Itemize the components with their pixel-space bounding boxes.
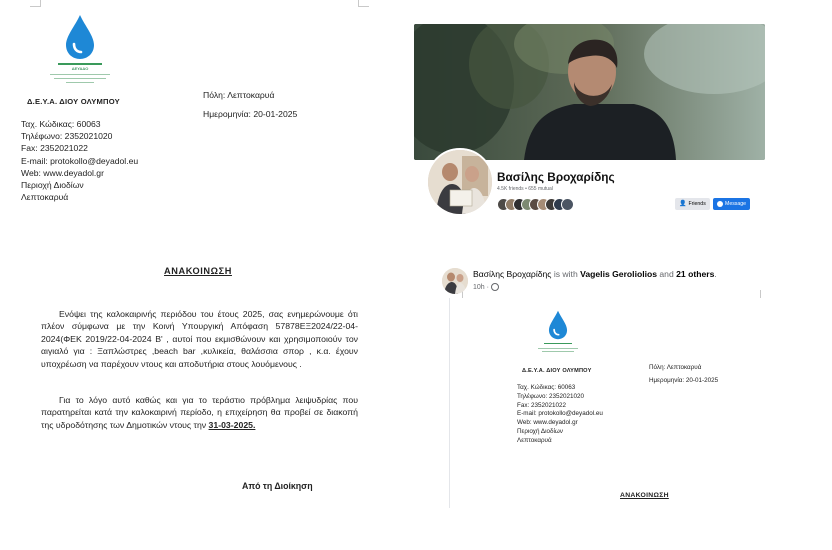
water-drop-icon: [547, 310, 569, 340]
post-and-text: and: [657, 269, 677, 279]
page-corner-mark: [30, 0, 41, 7]
profile-name[interactable]: Βασίλης Βροχαρίδης: [497, 170, 615, 184]
message-button-label: Message: [725, 201, 747, 207]
post-timestamp[interactable]: [473, 283, 499, 291]
contact-line: Τηλέφωνο: 2352021020: [21, 131, 113, 142]
profile-friend-count[interactable]: 4.5K friends • 655 mutual: [497, 186, 553, 192]
contact-line: Λεπτοκαρυά: [517, 436, 552, 444]
friends-button[interactable]: [675, 198, 710, 210]
post-time: 10h ·: [473, 283, 489, 291]
contact-line: Fax: 2352021022: [21, 143, 88, 154]
post-image-document[interactable]: [449, 298, 772, 508]
logo-fine-print: [50, 74, 110, 75]
announcement-paragraph-2: [41, 394, 358, 431]
contact-line: Περιοχή Διοδίων: [517, 427, 563, 435]
logo-underline: [544, 343, 572, 344]
doc-city: Πόλη: Λεπτοκαρυά: [203, 90, 275, 100]
logo-fine-print: [538, 348, 578, 349]
globe-icon: [491, 283, 499, 291]
contact-line: E-mail: protokollo@deyadol.eu: [517, 410, 603, 418]
logo-underline: [58, 63, 102, 65]
post-header: Βασίλης Βροχαρίδης is with Vagelis Geroliolios and 21 others.: [473, 269, 717, 279]
contact-line: E-mail: protokollo@deyadol.eu: [21, 155, 139, 166]
contact-line: Web: www.deyadol.gr: [517, 419, 578, 427]
post-with-text: is with: [551, 269, 581, 279]
message-button[interactable]: [713, 198, 750, 210]
logo-fine-print: [66, 82, 94, 83]
logo-fine-print: [542, 351, 574, 352]
cutoff-date: 31-03-2025.: [208, 419, 256, 430]
friends-button-label: Friends: [688, 201, 706, 207]
paragraph-text: Ενόψει της καλοκαιρινής περιόδου του έτους 2025, σας ενημερώνουμε ότι πλέον σύμφωνα με την Κοινή Υπουργική Απόφαση 57878ΕΞ2024/22-04-2024(ΦΕΚ 2019/22-04-2024 Β' , αυτοί που εκμισθώνουν και χρησιμοποιούν τον αιγιαλό για : Ξαπλώστρες ,beach bar ,κυλικεία, θαλάσσια σπορ , κ.α. έχουν υποχρέωση να παρέχουν ντους και αποδυτήρια στους λουόμενους .: [41, 309, 358, 369]
post-author-name[interactable]: Βασίλης Βροχαρίδης: [473, 269, 552, 279]
mutual-friends-avatars[interactable]: [497, 198, 587, 210]
logo-caption: ΔΕΥΑΔΟ: [71, 66, 89, 71]
contact-line: Περιοχή Διοδίων: [21, 180, 84, 191]
water-drop-icon: [63, 14, 97, 60]
tagged-friend[interactable]: Vagelis Geroliolios: [580, 269, 658, 279]
post-contact-block: [517, 384, 603, 446]
contact-line: Λεπτοκαρυά: [21, 192, 69, 203]
post-doc-date: Ημερομηνία: 20-01-2025: [649, 377, 719, 384]
post-org-name: Δ.Ε.Υ.Α. ΔΙΟΥ ΟΛΥΜΠΟΥ: [522, 368, 592, 374]
tagged-others[interactable]: 21 others: [676, 269, 715, 279]
page-corner-mark: [358, 0, 369, 7]
contact-line: Τηλέφωνο: 2352021020: [517, 392, 585, 400]
contact-line: Fax: 2352021022: [517, 401, 567, 409]
announcement-paragraph-1: [41, 308, 358, 370]
paragraph-text: Για το λόγο αυτό καθώς και για το τεράστιο πρόβλημα λειψυδρίας που παρατηρείται κατά την καλοκαιρινή περίοδο, η επιχείρηση θα προβεί σε διακοπή της υδροδότησης των Δημοτικών ντους την: [41, 395, 358, 430]
friend-avatar[interactable]: [561, 198, 574, 211]
contact-line: Web: www.deyadol.gr: [21, 167, 104, 178]
announcement-heading: ΑΝΑΚΟΙΝΩΣΗ: [164, 266, 232, 276]
post-org-logo: [532, 310, 584, 360]
post-announcement-heading: ΑΝΑΚΟΙΝΩΣΗ: [620, 492, 669, 499]
cover-photo[interactable]: [414, 24, 765, 160]
contact-line: Ταχ. Κώδικας: 60063: [21, 119, 101, 129]
logo-fine-print: [54, 78, 106, 79]
post-author-avatar-image: [442, 268, 468, 294]
post-doc-city: Πόλη: Λεπτοκαρυά: [649, 364, 702, 371]
friends-icon: 👤: [679, 201, 687, 207]
profile-avatar[interactable]: [426, 148, 494, 216]
profile-avatar-image: [428, 150, 492, 214]
contact-line: Ταχ. Κώδικας: 60063: [517, 384, 576, 391]
doc-date: Ημερομηνία: 20-01-2025: [203, 109, 298, 119]
cover-photo-image: [414, 24, 765, 160]
org-logo: [44, 14, 116, 90]
contact-block: [21, 118, 191, 203]
messenger-icon: [717, 201, 723, 207]
org-name: Δ.Ε.Υ.Α. ΔΙΟΥ ΟΛΥΜΠΟΥ: [27, 97, 120, 106]
post-author-avatar[interactable]: [442, 268, 468, 294]
signature: Από τη Διοίκηση: [242, 481, 313, 491]
